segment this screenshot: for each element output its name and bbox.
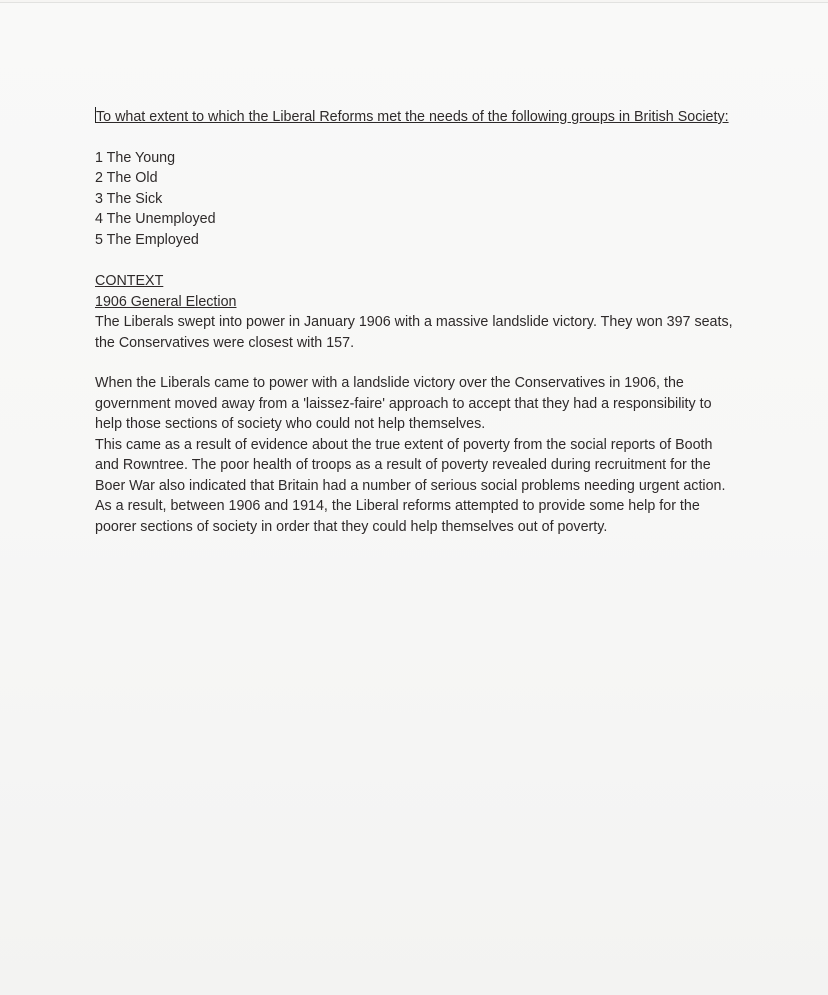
paragraph-evidence: This came as a result of evidence about the true extent of poverty from the social reports of Booth and Rowntree. The poor health of troops as a result of poverty revealed during recruitment for the Boer War also indicated that Britain had a number of serious social problems needing urgent action. (95, 436, 726, 494)
group-item: 5 The Employed (95, 231, 199, 248)
groups-list (95, 148, 735, 251)
group-item: 2 The Old (95, 170, 158, 186)
group-item: 4 The Unemployed (95, 211, 216, 227)
paragraph-election-result: The Liberals swept into power in January 1906 with a massive landslide victory. They won 397 seats, the Conservatives were closest with 157. (95, 314, 733, 351)
document-page (0, 2, 828, 995)
paragraph-laissez-faire: When the Liberals came to power with a landslide victory over the Conservatives in 1906, the government moved away from a 'laissez-faire' approach to accept that they had a responsibility to help those sections of society who could not help themselves. (95, 375, 712, 432)
group-item: 3 The Sick (95, 190, 163, 207)
context-heading: CONTEXT (95, 273, 164, 289)
group-item: 1 The Young (95, 149, 176, 166)
election-heading: 1906 General Election (95, 293, 237, 310)
document-title-text: To what extent to which the Liberal Reforms met the needs of the following groups in British Society: (96, 109, 729, 125)
document-body[interactable] (95, 107, 735, 537)
document-title (95, 107, 735, 128)
paragraph-reforms: As a result, between 1906 and 1914, the Liberal reforms attempted to provide some help for the poorer sections of society in order that they could help themselves out of poverty. (95, 498, 700, 535)
